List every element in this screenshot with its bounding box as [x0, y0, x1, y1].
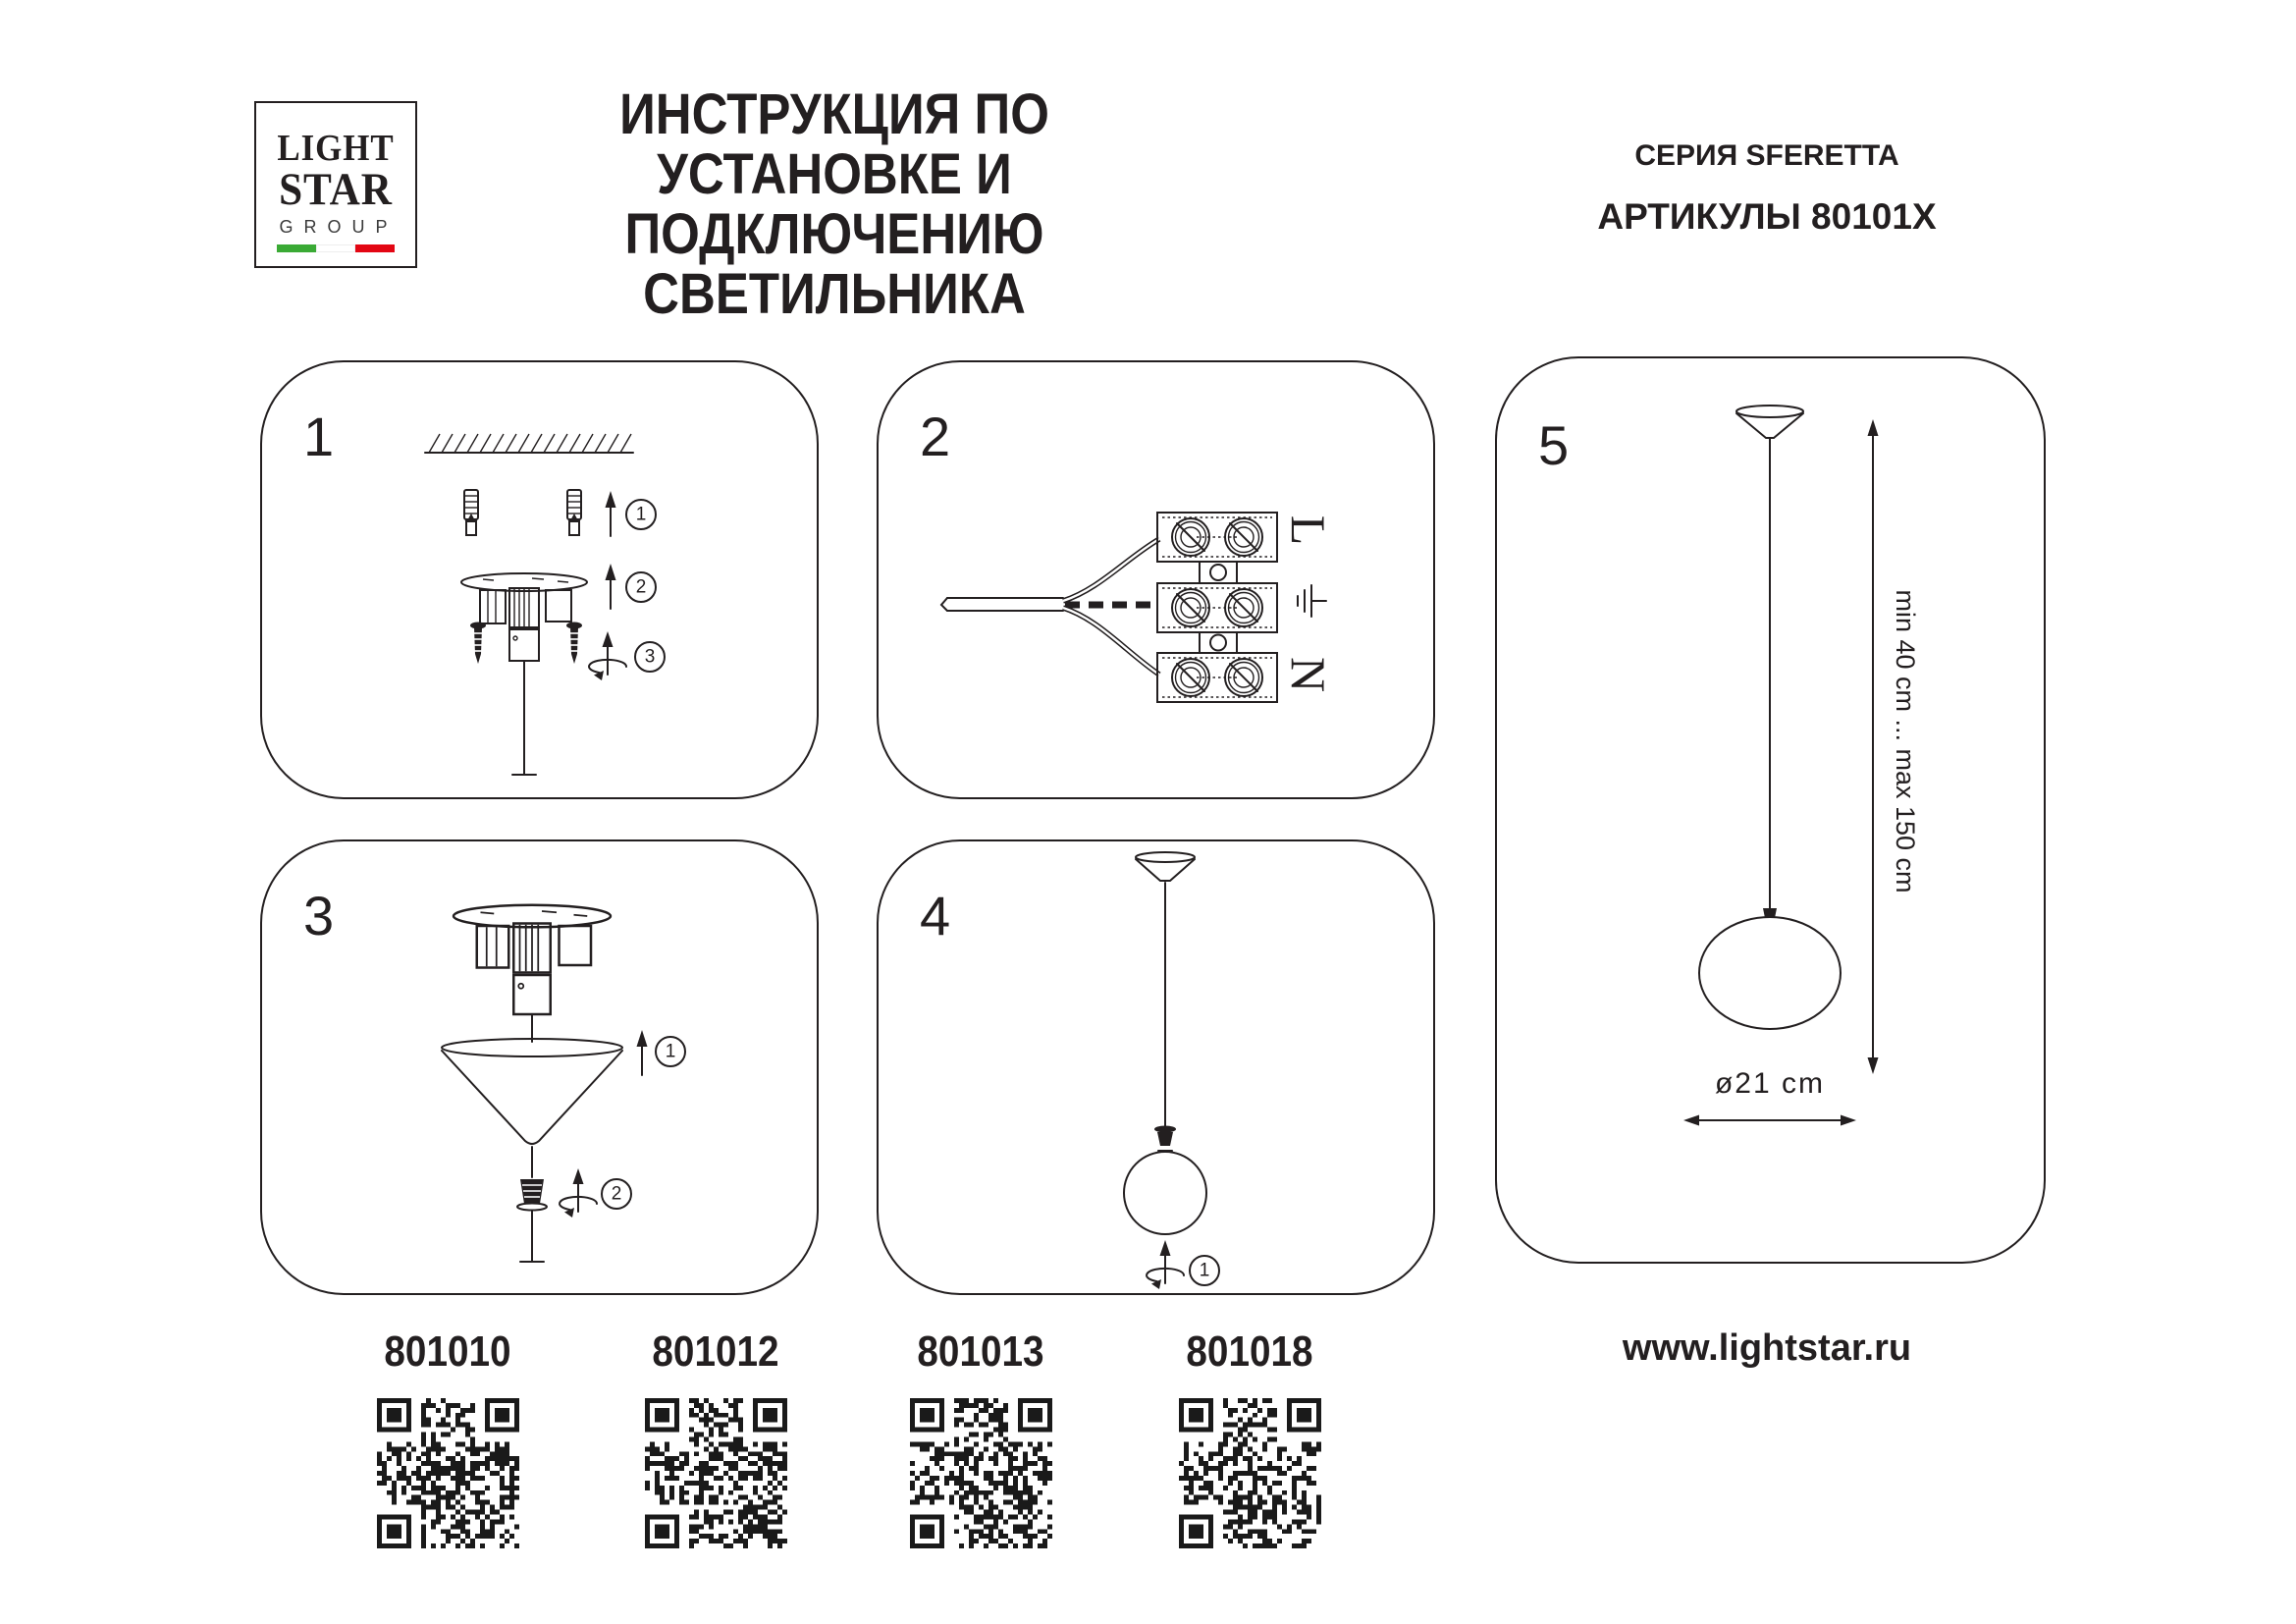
dimension-label-diameter: ø21 cm — [1714, 1067, 1826, 1100]
canopy-cone — [442, 1039, 622, 1144]
dimension-arrow-vertical — [1868, 419, 1879, 1074]
rotation-arrow-icon — [589, 631, 626, 680]
power-cable — [941, 598, 1063, 611]
step-number: 1 — [665, 1041, 676, 1062]
label-live: L — [1281, 514, 1336, 546]
lightstar-logo — [254, 101, 417, 268]
cord-grip — [517, 1179, 547, 1211]
logo-word-star: STAR — [279, 164, 393, 215]
glass-sphere — [1699, 908, 1841, 1029]
wire-neutral — [1063, 608, 1159, 675]
panel-dimensions — [1495, 356, 2046, 1264]
qr-code — [910, 1398, 1052, 1548]
label-neutral: N — [1281, 656, 1336, 693]
panel-number: 2 — [920, 406, 951, 467]
articles-label: АРТИКУЛЫ 80101X — [1597, 196, 1937, 237]
step-badge-2 — [602, 1179, 631, 1209]
panel-step-2 — [877, 360, 1435, 799]
flag-red-stripe — [355, 244, 395, 252]
logo-word-group: GROUP — [279, 217, 399, 237]
panel-number: 1 — [303, 406, 335, 467]
rotation-arrow-icon — [560, 1168, 597, 1218]
logo-word-light: LIGHT — [277, 128, 395, 169]
screw-icon — [470, 623, 486, 665]
article-column — [1166, 1329, 1333, 1553]
step-badge-1 — [656, 1037, 685, 1066]
dimension-label-height: min 40 cm ... max 150 cm — [1891, 589, 1920, 893]
article-number: 801013 — [917, 1327, 1044, 1376]
step-arrow-up — [637, 1030, 648, 1075]
step-badge-3 — [635, 642, 665, 672]
title-line-2: ПОДКЛЮЧЕНИЮ СВЕТИЛЬНИКА — [624, 202, 1044, 326]
wall-plug-icon — [464, 490, 478, 535]
panel-number: 5 — [1538, 414, 1570, 476]
step-number: 3 — [644, 646, 656, 668]
step-number: 2 — [611, 1183, 622, 1205]
panel-number: 4 — [920, 885, 951, 947]
article-column — [897, 1329, 1064, 1553]
panel-step-1 — [260, 360, 819, 799]
suspension-cord — [520, 1211, 544, 1262]
article-column — [364, 1329, 531, 1553]
screw-icon — [566, 623, 582, 665]
glass-sphere — [1124, 1151, 1206, 1234]
italian-flag-bar — [277, 244, 395, 252]
dimension-arrow-diameter — [1683, 1115, 1856, 1126]
flag-green-stripe — [277, 244, 316, 252]
mount-plate — [454, 905, 611, 1014]
article-column — [632, 1329, 799, 1553]
step-badge-1 — [1190, 1256, 1219, 1285]
wall-plug-icon — [567, 490, 581, 535]
terminal-block — [1157, 513, 1277, 702]
step-number: 2 — [635, 576, 647, 598]
article-number: 801010 — [384, 1327, 511, 1376]
panel-step-3 — [260, 839, 819, 1295]
qr-code — [377, 1398, 519, 1548]
article-number: 801012 — [652, 1327, 779, 1376]
canopy-cone — [1736, 406, 1803, 438]
article-number: 801018 — [1186, 1327, 1313, 1376]
step-number: 1 — [635, 504, 647, 525]
step-badge-2 — [626, 572, 656, 602]
series-name: СЕРИЯ SFERETTA — [1634, 139, 1899, 172]
rotation-arrow-icon — [1147, 1240, 1184, 1289]
step-badge-1 — [626, 500, 656, 529]
ground-symbol — [1298, 585, 1326, 617]
step-number: 1 — [1199, 1260, 1210, 1281]
suspension-cord — [512, 661, 536, 775]
step-arrow-up — [606, 564, 616, 609]
title-line-1: ИНСТРУКЦИЯ ПО УСТАНОВКЕ И — [619, 82, 1049, 206]
step-arrow-up — [606, 491, 616, 536]
panel-number: 3 — [303, 885, 335, 947]
page-title — [480, 84, 1189, 324]
ceiling-hatch — [425, 434, 633, 453]
wire-live — [1063, 539, 1159, 601]
qr-code — [645, 1398, 787, 1548]
flag-white-stripe — [316, 244, 355, 252]
website-text: www.lightstar.ru — [1622, 1327, 1912, 1369]
canopy-cone — [1136, 852, 1195, 881]
socket-cap — [1154, 1126, 1176, 1147]
qr-code — [1179, 1398, 1321, 1548]
panel-step-4 — [877, 839, 1435, 1295]
